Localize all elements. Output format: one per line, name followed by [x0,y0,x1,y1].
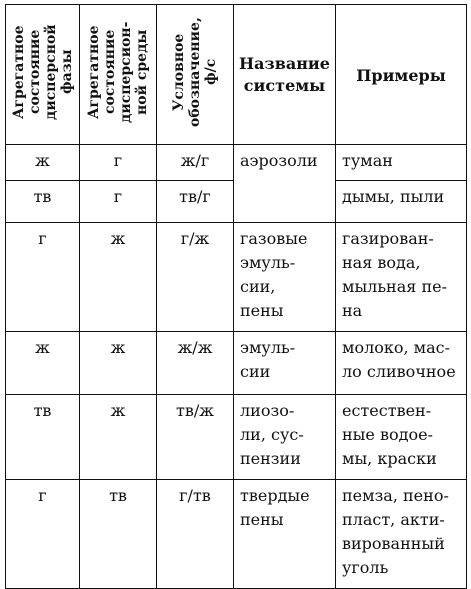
cell-medium: ж [80,223,157,332]
cell-symbol: г/тв [157,480,234,589]
header-cell-examples [336,5,467,145]
table-row [6,332,467,395]
header-cell-name [234,5,336,145]
cell-examples: пемза, пено- пласт, акти- вированный уголь [336,480,467,589]
table-row [6,480,467,589]
cell-medium: тв [80,480,157,589]
table-row [6,395,467,480]
header-cell-symbol [157,5,234,145]
cell-symbol: ж/г [157,145,234,181]
cell-symbol: г/ж [157,223,234,332]
cell-name: твердые пены [234,480,336,589]
cell-examples: дымы, пыли [336,181,467,223]
header-examples: Примеры [356,66,446,85]
cell-examples: естествен- ные водое- мы, краски [336,395,467,480]
header-row [6,5,467,145]
cell-medium: г [80,145,157,181]
table-row [6,145,467,181]
table-row [6,223,467,332]
cell-examples: газирован- ная вода, мыльная пе- на [336,223,467,332]
header-cell-phase [6,5,80,145]
cell-phase: г [6,223,80,332]
cell-phase: ж [6,332,80,395]
cell-symbol: тв/ж [157,395,234,480]
cell-medium: ж [80,332,157,395]
cell-examples: туман [336,145,467,181]
cell-name: газовые эмуль- сии, пены [234,223,336,332]
cell-medium: г [80,181,157,223]
header-name: Название системы [239,54,330,95]
disperse-systems-table [5,4,467,589]
cell-phase: тв [6,395,80,480]
header-cell-medium [80,5,157,145]
cell-name: лиозо- ли, сус- пензии [234,395,336,480]
cell-phase: ж [6,145,80,181]
cell-phase: г [6,480,80,589]
cell-symbol: тв/г [157,181,234,223]
cell-medium: ж [80,395,157,480]
cell-symbol: ж/ж [157,332,234,395]
cell-examples: молоко, мас- ло сливочное [336,332,467,395]
header-phase: Агрегатное состояние дисперсной фазы [10,24,75,120]
cell-name: эмуль- сии [234,332,336,395]
header-symbol: Условное обозначение, ф/с [171,17,219,127]
cell-phase: тв [6,181,80,223]
header-medium: Агрегатное состояние дисперсион- ной среды [86,21,150,123]
cell-name: аэрозоли [234,145,336,223]
